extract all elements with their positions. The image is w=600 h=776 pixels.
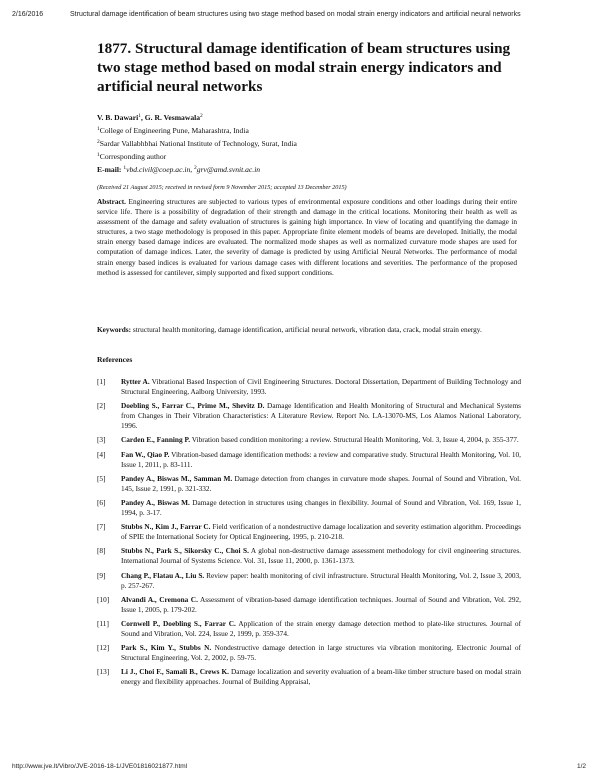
reference-text: Vibration-based damage identification methods: a review and comparative study. Structural Health Monitoring, Vol. 10, Issue 1, 2011, p. 83-111. bbox=[121, 449, 521, 469]
reference-text: Vibration based condition monitoring: a review. Structural Health Monitoring, Vol. 3, Issue 4, 2004, p. 355-377. bbox=[190, 435, 519, 445]
reference-item bbox=[97, 498, 521, 518]
reference-number: [5] bbox=[97, 473, 106, 483]
page-url[interactable]: http://www.jve.lt/Vibro/JVE-2016-18-1/JVE01816021877.html bbox=[12, 763, 188, 770]
reference-authors: Stubbs N., Kim J., Farrar C. bbox=[121, 522, 211, 532]
received-dates: (Received 21 August 2015; received in revised form 9 November 2015; accepted 13 December 2015) bbox=[97, 184, 347, 191]
affiliation bbox=[97, 137, 517, 150]
email-address[interactable]: grv@amd.svnit.ac.in bbox=[196, 165, 261, 174]
reference-authors: Chang P., Flatau A., Liu S. bbox=[121, 570, 205, 580]
reference-text: Review paper: health monitoring of civil infrastructure. Structural Health Monitoring, Vol. 2, Issue 3, 2003, p. 257-267. bbox=[121, 570, 522, 590]
email-separator: , bbox=[190, 165, 195, 174]
reference-authors: Pandey A., Biswas M., Samman M. bbox=[121, 473, 233, 483]
reference-item bbox=[97, 619, 521, 639]
reference-text: Application of the strain energy damage detection method to plate-like structures. Journal of Sound and Vibration, Vol. 224, Issue 2, 1999, p. 359-374. bbox=[121, 618, 521, 638]
reference-text: Nondestructive damage detection in large structures via vibration monitoring. Electronic Journal of Structural Engineering, Vol. 2, 2002, p. 59-75. bbox=[121, 643, 521, 663]
reference-item bbox=[97, 595, 521, 615]
reference-item bbox=[97, 522, 521, 542]
reference-number: [8] bbox=[97, 546, 106, 556]
reference-number: [4] bbox=[97, 449, 106, 459]
reference-authors: Fan W., Qiao P. bbox=[121, 449, 170, 459]
email-label: E-mail: bbox=[97, 165, 124, 174]
affiliation-superscript: 1 bbox=[97, 152, 100, 158]
reference-number: [6] bbox=[97, 497, 106, 507]
paper-title: 1877. Structural damage identification of beam structures using two stage method based on modal strain energy indicators and artificial neural networks bbox=[97, 40, 511, 95]
reference-text: Damage localization and severity evaluation of a beam-like timber structure based on modal strain energy and flexibility approaches. Journal of Building Appraisal, bbox=[121, 667, 521, 687]
browser-print-header bbox=[0, 0, 600, 22]
reference-text: A global non-destructive damage assessment methodology for civil engineering structures. International Journal of Systems Science. Vol. 31, Issue 11, 2000, p. 1361-1373. bbox=[121, 546, 521, 566]
page-number: 1/2 bbox=[576, 763, 586, 770]
print-date: 2/16/2016 bbox=[12, 11, 44, 18]
affiliation-text: College of Engineering Pune, Maharashtra, India bbox=[99, 126, 249, 135]
reference-number: [3] bbox=[97, 435, 106, 445]
reference-number: [7] bbox=[97, 522, 106, 532]
reference-number: [1] bbox=[97, 377, 106, 386]
reference-authors: Doebling S., Farrar C., Prime M., Shevitz D. bbox=[121, 401, 265, 411]
reference-number: [13] bbox=[97, 667, 110, 677]
reference-authors: Carden E., Fanning P. bbox=[121, 435, 191, 445]
abstract bbox=[97, 197, 517, 278]
reference-authors: Pandey A., Biswas M. bbox=[121, 497, 190, 507]
abstract-text: Engineering structures are subjected to various types of environmental exposure conditions and other loadings during their entire service life. There is a possibility of degradation of their strength and damage in the critical locations. Monitoring their health as well as assessment of the damage and safety evaluation of structures is gaining high importance. In view of locating and quantifying the damage in structures, a two stage methodology is proposed in this paper. Appropriate finite element models of beams are developed. Initially, the modal strain energy based damage indices are evaluated. The normalized mode shapes as well as normalized curvature mode shapes are used for computation of damage indices. Later, the severity of damage is predicted by using Artificial Neural Networks. The performance of modal strain energy based indices is evaluated for various damage cases with different locations and severities. The performance of the proposed method is assessed for cantilever, simply supported and fixed support conditions. bbox=[97, 197, 517, 277]
reference-text: Damage detection in structures using changes in flexibility. Journal of Sound and Vibration, Vol. 169, Issue 1, 1994, p. 3-17. bbox=[121, 497, 521, 517]
author-name: V. B. Dawari bbox=[97, 113, 139, 122]
reference-number: [12] bbox=[97, 643, 110, 653]
reference-item bbox=[97, 401, 521, 431]
affiliation bbox=[97, 124, 517, 137]
reference-text: Vibrational Based Inspection of Civil Engineering Structures. Doctoral Dissertation, Department of Building Technology and Structural Engineering, Aalborg University, 1993. bbox=[121, 377, 521, 396]
abstract-label: Abstract. bbox=[97, 197, 126, 206]
keywords-text: structural health monitoring, damage identification, artificial neural network, vibration data, crack, modal strain energy. bbox=[131, 325, 482, 334]
affiliation-superscript: 2 bbox=[97, 139, 100, 145]
reference-text: Damage detection from changes in curvature mode shapes. Journal of Sound and Vibration, Vol. 145, Issue 2, 1991, p. 321-332. bbox=[121, 473, 521, 493]
reference-item bbox=[97, 643, 521, 663]
reference-authors: Li J., Choi F., Samali B., Crews K. bbox=[121, 667, 229, 677]
reference-item bbox=[97, 377, 521, 397]
reference-item bbox=[97, 450, 521, 470]
reference-authors: Cornwell P., Doebling S., Farrar C. bbox=[121, 618, 236, 628]
email-line bbox=[97, 163, 517, 176]
author-superscript: 1 bbox=[138, 113, 141, 119]
keywords bbox=[97, 325, 517, 335]
reference-authors: Rytter A. bbox=[121, 377, 150, 386]
reference-text: Assessment of vibration-based damage identification techniques. Journal of Sound and Vibration, Vol. 292, Issue 1, 2005, p. 179-202. bbox=[121, 594, 521, 614]
reference-item bbox=[97, 474, 521, 494]
reference-item bbox=[97, 546, 521, 566]
reference-number: [11] bbox=[97, 618, 109, 628]
reference-item bbox=[97, 667, 521, 687]
references-heading: References bbox=[97, 355, 133, 364]
email-superscript: 2 bbox=[194, 165, 197, 171]
browser-print-footer bbox=[0, 760, 600, 776]
reference-text: Damage Identification and Health Monitoring of Structural and Mechanical Systems from Changes in Their Vibration Characteristics: A Literature Review. Report No. LA-13070-MS, Los Alamos National Laboratory, 1996. bbox=[121, 401, 521, 431]
email-address[interactable]: vbd.civil@coep.ac.in bbox=[126, 165, 191, 174]
reference-number: [10] bbox=[97, 594, 110, 604]
references-list bbox=[97, 377, 521, 691]
author-line bbox=[97, 111, 517, 124]
reference-authors: Park S., Kim Y., Stubbs N. bbox=[121, 643, 212, 653]
author-superscript: 2 bbox=[200, 113, 203, 119]
authors-block bbox=[97, 111, 517, 176]
corresponding-author bbox=[97, 150, 517, 163]
email-superscript: 1 bbox=[123, 165, 127, 171]
affiliation-text: Sardar Vallabhbhai National Institute of Technology, Surat, India bbox=[99, 139, 297, 148]
reference-item bbox=[97, 571, 521, 591]
reference-authors: Alvandi A., Cremona C. bbox=[121, 594, 198, 604]
affiliation-text: Corresponding author bbox=[99, 152, 167, 161]
print-page-title: Structural damage identification of beam structures using two stage method based on modal strain energy indicators and artificial neural networks bbox=[70, 11, 521, 18]
reference-item bbox=[97, 435, 521, 445]
keywords-label: Keywords: bbox=[97, 325, 132, 334]
reference-number: [9] bbox=[97, 570, 106, 580]
reference-number: [2] bbox=[97, 401, 106, 411]
affiliation-superscript: 1 bbox=[97, 126, 100, 132]
reference-authors: Stubbs N., Park S., Sikorsky C., Choi S. bbox=[121, 546, 249, 556]
author-name: G. R. Vesmawala bbox=[144, 113, 201, 122]
author-separator: , bbox=[140, 113, 145, 122]
reference-text: Field verification of a nondestructive damage localization and severity estimation algorithm. Proceedings of SPIE the International Society for Optical Engineering, 1995, p. 210-218. bbox=[121, 522, 521, 542]
